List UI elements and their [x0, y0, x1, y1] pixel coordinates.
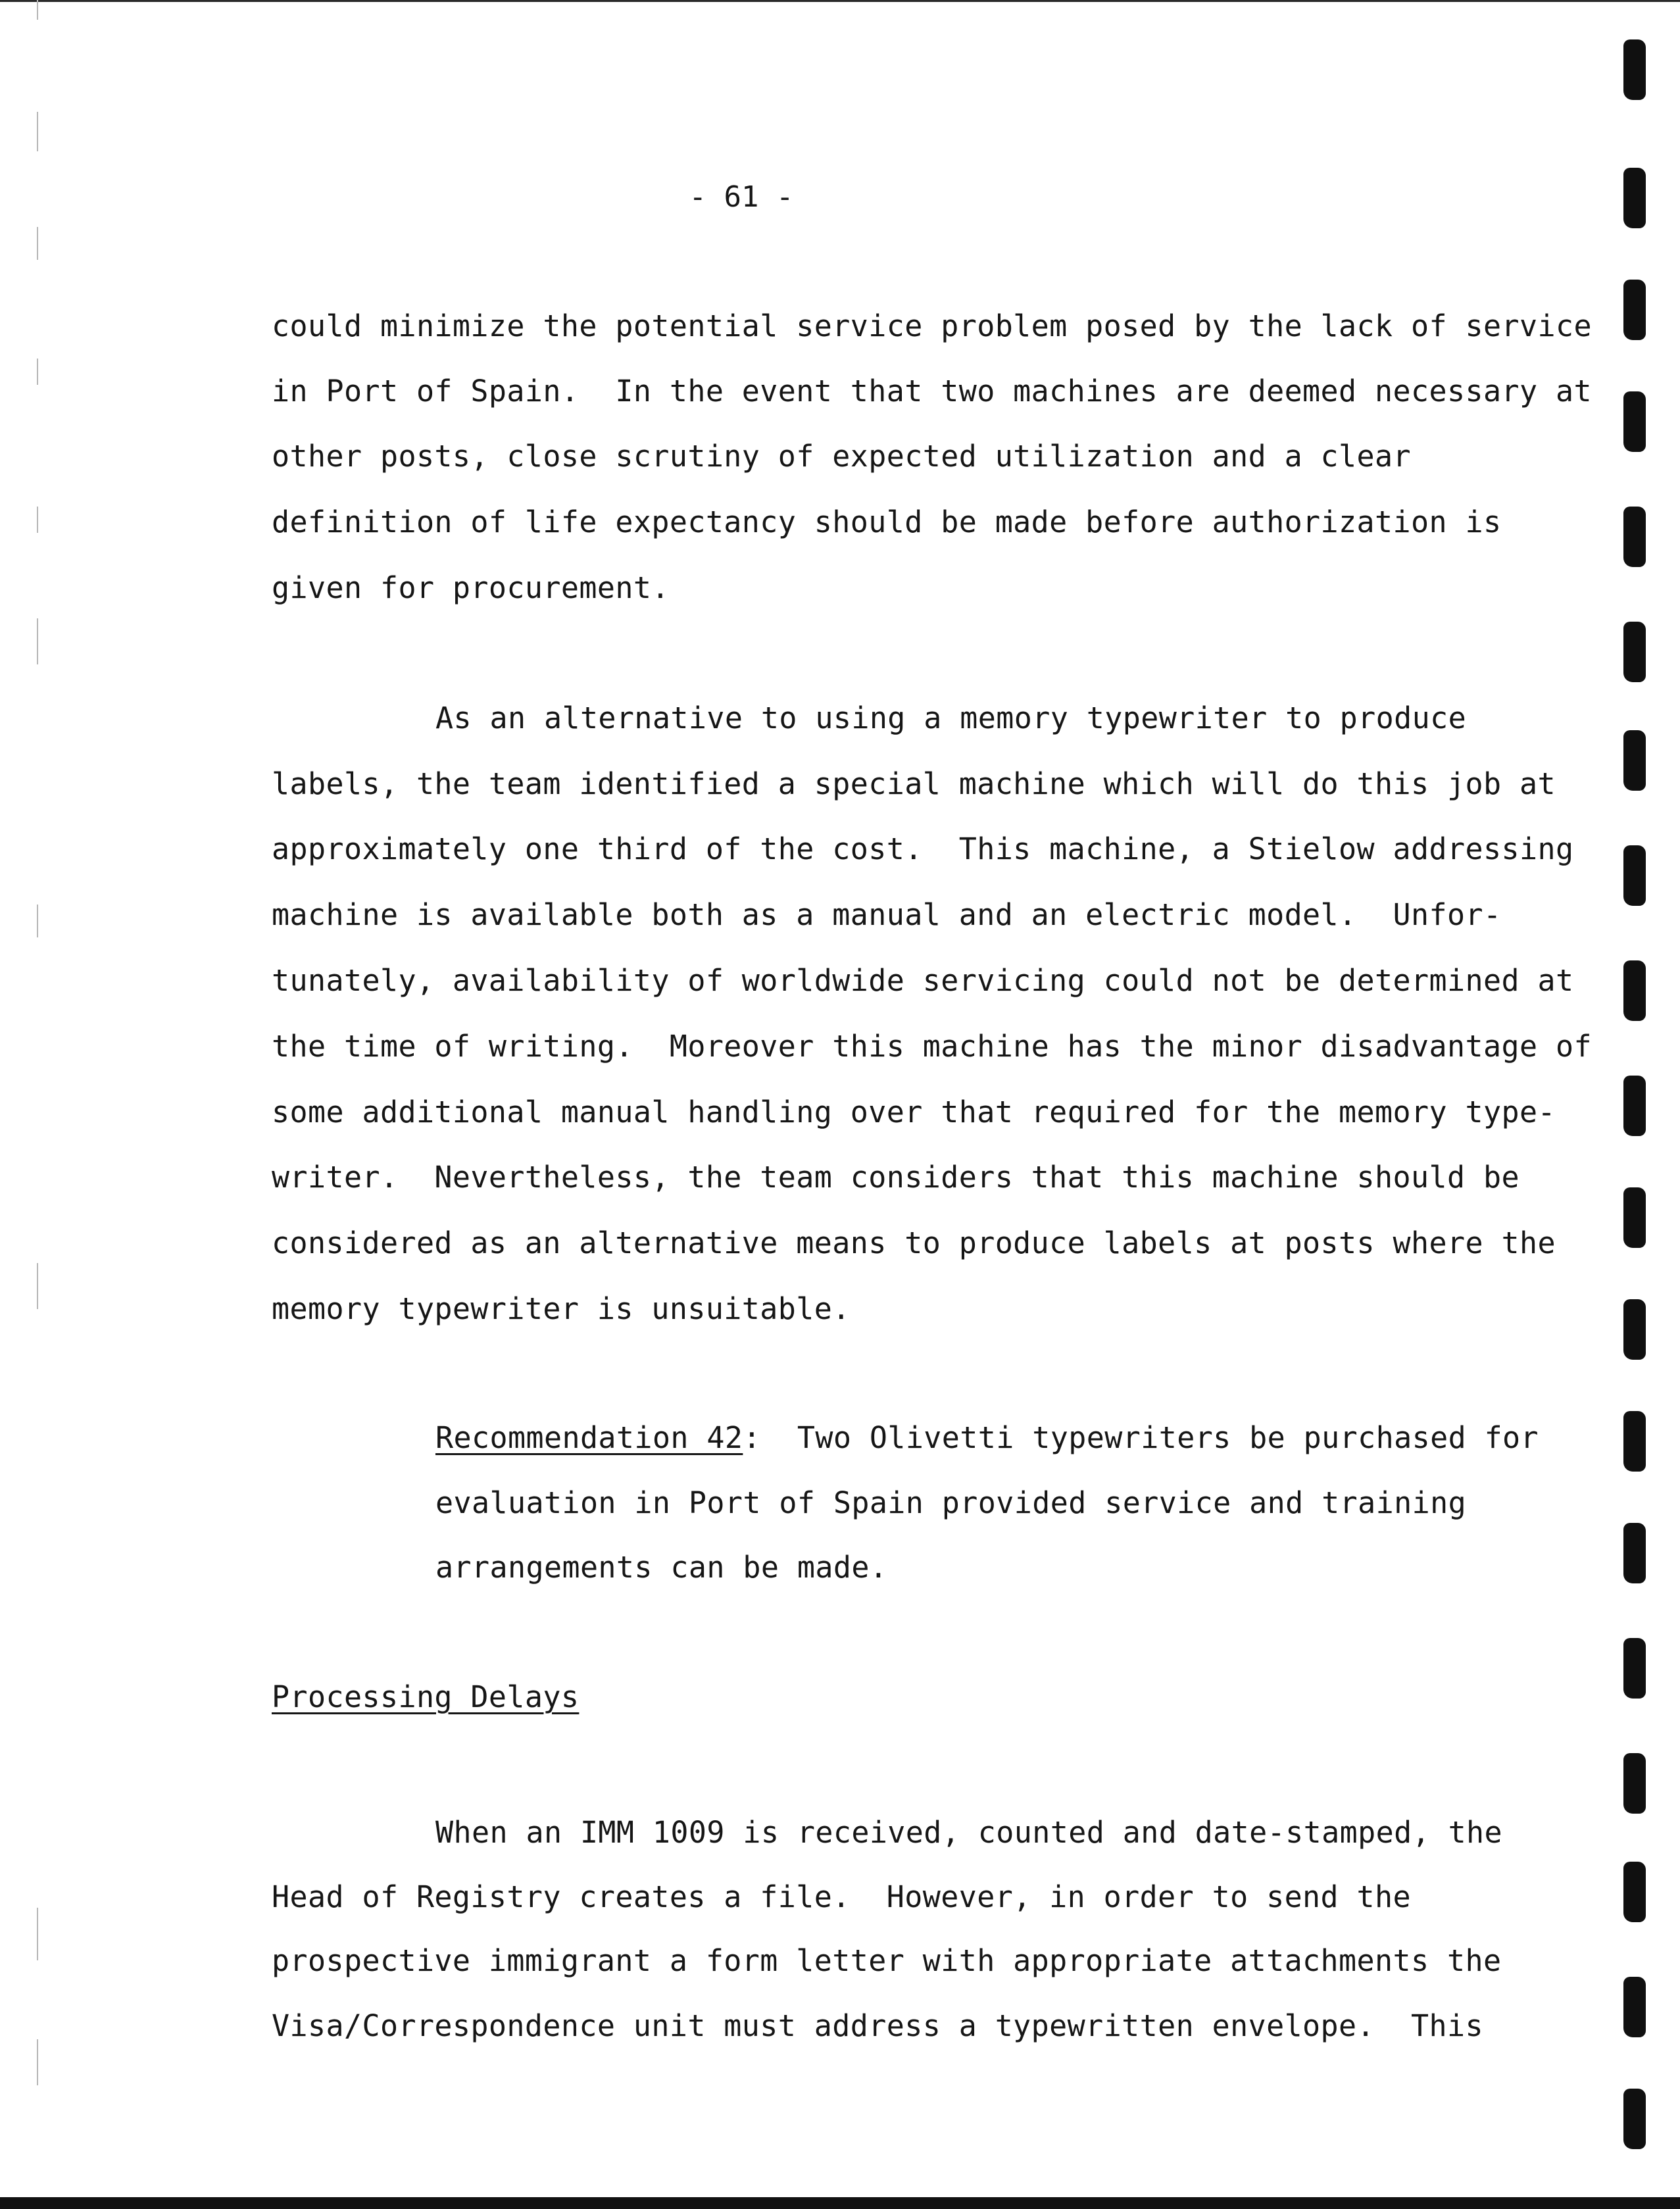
binding-hole: [1623, 168, 1646, 228]
margin-speck: [37, 507, 38, 533]
binding-hole: [1623, 1753, 1646, 1814]
paragraph-2-line-4: machine is available both as a manual and an electric model. Unfor-: [272, 897, 1502, 932]
recommendation-line-1: [435, 1417, 1539, 1459]
binding-hole: [1623, 507, 1646, 567]
recommendation-line-2: evaluation in Port of Spain provided service and training: [435, 1485, 1467, 1520]
binding-hole: [1623, 1299, 1646, 1360]
recommendation-line-3: arrangements can be made.: [435, 1550, 888, 1585]
paragraph-2-line-10: memory typewriter is unsuitable.: [272, 1291, 851, 1326]
paragraph-3-line-2: Head of Registry creates a file. However, in order to send the: [272, 1879, 1412, 1914]
page-top-edge: [0, 0, 1680, 2]
margin-speck: [37, 1263, 38, 1309]
page-bottom-edge: [0, 2197, 1680, 2209]
binding-hole: [1623, 960, 1646, 1021]
margin-speck: [37, 227, 38, 260]
binding-hole: [1623, 2089, 1646, 2149]
binding-hole: [1623, 1977, 1646, 2037]
recommendation-separator: :: [743, 1420, 797, 1455]
binding-hole: [1623, 1638, 1646, 1699]
paragraph-2-line-6: the time of writing. Moreover this machine has the minor disadvantage of: [272, 1029, 1592, 1064]
paragraph-1-line-4: definition of life expectancy should be made before authorization is: [272, 505, 1502, 539]
paragraph-2-line-5: tunately, availability of worldwide servicing could not be determined at: [272, 963, 1574, 998]
paragraph-2-line-9: considered as an alternative means to produce labels at posts where the: [272, 1226, 1556, 1260]
margin-speck: [37, 1908, 38, 1960]
paragraph-2-line-3: approximately one third of the cost. This machine, a Stielow addressing: [272, 831, 1574, 866]
binding-hole: [1623, 1523, 1646, 1583]
binding-hole: [1623, 1076, 1646, 1136]
binding-hole: [1623, 39, 1646, 100]
paragraph-2-line-1: As an alternative to using a memory typewriter to produce: [435, 701, 1467, 735]
recommendation-label: Recommendation 42: [435, 1420, 743, 1455]
section-heading: Processing Delays: [272, 1679, 580, 1714]
binding-hole: [1623, 622, 1646, 682]
margin-speck: [37, 0, 38, 20]
paragraph-1-line-1: could minimize the potential service problem posed by the lack of service: [272, 309, 1592, 343]
margin-speck: [37, 618, 38, 664]
margin-speck: [37, 2039, 38, 2085]
binding-hole: [1623, 1862, 1646, 1922]
paragraph-2-line-2: labels, the team identified a special machine which will do this job at: [272, 766, 1556, 801]
margin-speck: [37, 112, 38, 151]
recommendation-text: Two Olivetti typewriters be purchased for: [797, 1420, 1539, 1455]
paragraph-2-line-8: writer. Nevertheless, the team considers that this machine should be: [272, 1160, 1519, 1195]
paragraph-1-line-3: other posts, close scrutiny of expected utilization and a clear: [272, 439, 1412, 474]
binding-hole: [1623, 1411, 1646, 1472]
page-number: - 61 -: [689, 180, 794, 214]
margin-speck: [37, 905, 38, 937]
binding-hole: [1623, 391, 1646, 452]
paragraph-2-line-7: some additional manual handling over that required for the memory type-: [272, 1095, 1556, 1129]
paragraph-3-line-1: When an IMM 1009 is received, counted and date-stamped, the: [435, 1815, 1503, 1850]
margin-speck: [37, 359, 38, 385]
paragraph-3-line-4: Visa/Correspondence unit must address a typewritten envelope. This: [272, 2008, 1483, 2043]
paragraph-1-line-2: in Port of Spain. In the event that two machines are deemed necessary at: [272, 374, 1592, 409]
binding-hole: [1623, 1187, 1646, 1248]
binding-hole: [1623, 280, 1646, 340]
paragraph-3-line-3: prospective immigrant a form letter with appropriate attachments the: [272, 1943, 1502, 1978]
paragraph-1-line-5: given for procurement.: [272, 570, 670, 605]
binding-hole: [1623, 845, 1646, 906]
binding-hole: [1623, 730, 1646, 791]
